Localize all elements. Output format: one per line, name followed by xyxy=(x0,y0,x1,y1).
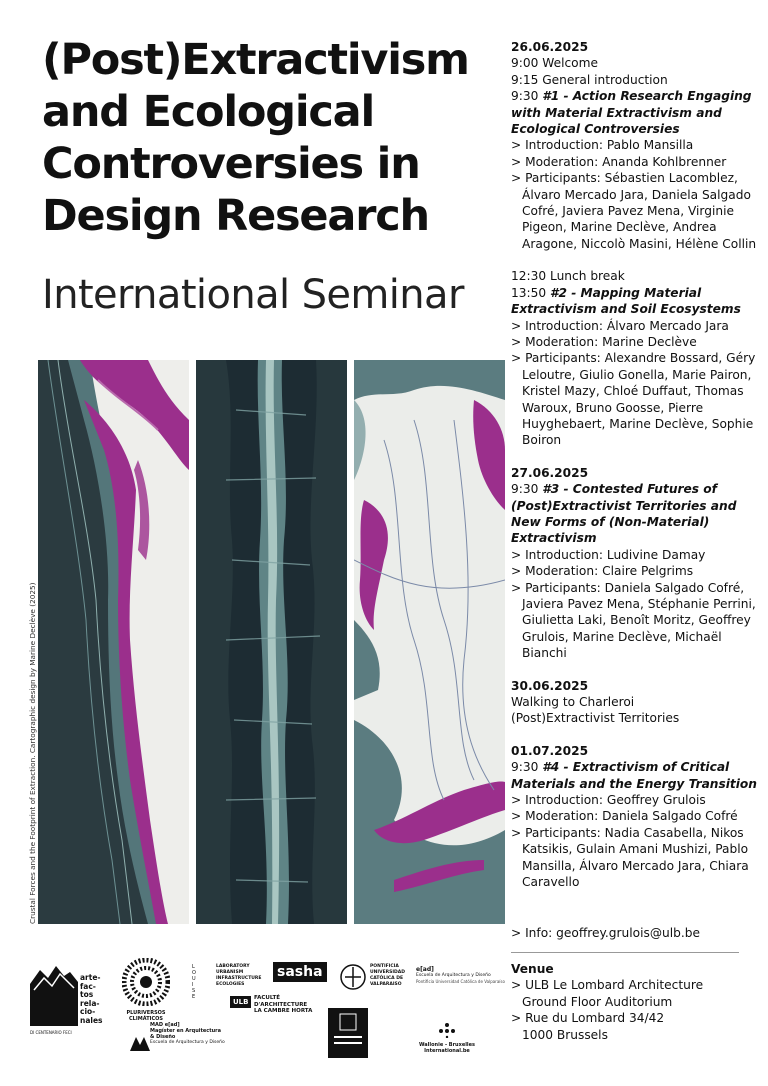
logo-text: Wallonie - Bruxelles xyxy=(418,1042,476,1048)
ministry-emblem-icon xyxy=(328,1008,368,1058)
map-ocean-ridge xyxy=(196,360,347,924)
session-moderation: > Moderation: Daniela Salgado Cofré xyxy=(511,809,738,824)
ministry-logo xyxy=(328,1008,368,1058)
session-time: 13:50 xyxy=(511,285,547,300)
logo-text: Escuela de Arquitectura y Diseño xyxy=(150,1040,225,1045)
day-date: 26.06.2025 xyxy=(511,40,589,54)
session-introduction: > Introduction: Álvaro Mercado Jara xyxy=(511,318,729,333)
program-day xyxy=(511,678,761,727)
program-day xyxy=(511,743,761,891)
session-title: #1 - Action Research Engaging with Material Extractivism and Ecological Controversies xyxy=(511,89,752,137)
program-day xyxy=(511,465,761,662)
map-credit: Crustal Forces and the Footprint of Extraction. Cartographic design by Marine Declève (2025) xyxy=(28,582,37,924)
contact-info: > Info: geoffrey.grulois@ulb.be xyxy=(511,926,700,940)
logo-text: FACULTÉ xyxy=(254,995,280,1001)
session-heading xyxy=(511,88,761,137)
logo-text: CLIMÁTICOS xyxy=(129,1016,163,1022)
venue-line: Ground Floor Auditorium xyxy=(522,994,673,1009)
divider xyxy=(511,952,739,953)
session-time: 9:30 xyxy=(511,482,539,497)
logo-text: CATÓLICA DE xyxy=(370,976,404,981)
session-moderation: > Moderation: Marine Declève xyxy=(511,334,697,349)
logo-text: D'ARCHITECTURE xyxy=(254,1001,308,1008)
day-date: 01.07.2025 xyxy=(511,743,589,758)
logo-text: International.be xyxy=(424,1048,470,1054)
logo-text: URBANISM xyxy=(216,970,244,975)
session-introduction: > Introduction: Geoffrey Grulois xyxy=(511,793,706,808)
session-introduction: > Introduction: Ludivine Damay xyxy=(511,547,706,562)
title-line: (Post)Extractivism xyxy=(42,35,469,85)
wbi-dots-icon xyxy=(436,1022,458,1038)
venue-heading: Venue xyxy=(511,962,554,976)
venue-line: > Rue du Lombard 34/42 xyxy=(511,1011,665,1026)
ead-logo xyxy=(416,966,506,984)
mad-icon xyxy=(130,1036,150,1055)
schedule-item: Walking to Charleroi xyxy=(511,695,635,710)
logo-text: LA CAMBRE HORTA xyxy=(254,1008,313,1014)
day-date: 30.06.2025 xyxy=(511,678,589,693)
venue-line: > ULB Le Lombard Architecture xyxy=(511,978,704,993)
pluriversos-logo xyxy=(118,958,174,1022)
session-heading xyxy=(511,285,761,318)
session-participants: > Participants: Alexandre Bossard, Géry Leloutre, Giulio Gonella, Marie Pairon, Kristel Mazy, Chloé Duffaut, Thomas Waroux, Bruno Goosse, Pierre Huyghebaert, Marine Declève, Sophie Boiron xyxy=(511,351,756,448)
schedule-item: 9:00 Welcome xyxy=(511,56,598,71)
venue-block xyxy=(511,961,761,1043)
partner-logos: arte- fac- tos rela- cio- nales DI CENTENARIO FECI PLURIVERSOS CLIMÁTICOS L O U I S E LABORATORY URBANISM INFRASTRUCTURE ECOLOGIES sasha ULB FACULTÉ D'ARCHITECTURE LA CAMBRE HORTA PONTIFICIA UNIVERSIDAD CATÓLICA DE VALPARAISO e[ad] Escuela de Arquitectura y Diseño Pontificia Universidad Católica de Valparaíso MAD e[ad] Magíster en Arquitectura & Diseño Escuela de Arquitectura y Diseño Wallonie - Bruxelles International.be xyxy=(0,950,505,1086)
session-heading xyxy=(511,759,761,792)
logo-text: rela- xyxy=(80,998,100,1008)
logo-text: arte- xyxy=(80,973,101,982)
logo-text: cio- xyxy=(80,1007,96,1016)
ulb-badge: ULB xyxy=(230,996,251,1008)
venue-line: 1000 Brussels xyxy=(522,1027,608,1042)
map-europe xyxy=(354,360,505,924)
schedule-item: (Post)Extractivist Territories xyxy=(511,711,680,726)
logo-text: PONTIFICIA xyxy=(370,964,399,969)
sasha-logo: sasha xyxy=(273,962,327,982)
session-title: #2 - Mapping Material Extractivism and Soil Ecosystems xyxy=(511,285,741,317)
title-line: and Ecological xyxy=(42,87,375,137)
logo-text: LABORATORY xyxy=(216,964,250,969)
artefactos-logo xyxy=(30,964,103,1035)
program-schedule xyxy=(511,39,761,891)
title-line: Controversies in xyxy=(42,139,420,189)
session-participants: > Participants: Sébastien Lacomblez, Álvaro Mercado Jara, Daniela Salgado Cofré, Javiera Pavez Mena, Virginie Pigeon, Marine Declève, Andrea Aragone, Niccolò Masini, Hélène Collin xyxy=(511,171,757,251)
session-participants: > Participants: Nadia Casabella, Nikos Katsikis, Gulain Amani Mushizi, Pablo Mansilla, Álvaro Mercado Jara, Chiara Caravello xyxy=(511,825,749,890)
crest-icon xyxy=(340,962,366,992)
logo-text: VALPARAISO xyxy=(370,982,402,987)
logo-text: tos xyxy=(80,990,94,999)
session-introduction: > Introduction: Pablo Mansilla xyxy=(511,138,694,153)
session-heading xyxy=(511,481,761,547)
logo-text: INFRASTRUCTURE xyxy=(216,976,262,981)
session-title: #4 - Extractivism of Critical Materials and the Energy Transition xyxy=(511,760,757,791)
program-day xyxy=(511,39,761,449)
mad-logo xyxy=(150,1022,250,1046)
logo-text: Escuela de Arquitectura y Diseño xyxy=(416,973,491,978)
logo-text: fac- xyxy=(80,981,96,991)
logo-text: nales xyxy=(80,1015,103,1025)
schedule-item: 9:15 General introduction xyxy=(511,72,668,87)
poster-title xyxy=(42,34,492,242)
session-moderation: > Moderation: Claire Pelgrims xyxy=(511,564,694,579)
logo-text: Pontificia Universidad Católica de Valparaíso xyxy=(416,979,505,984)
pucv-logo xyxy=(340,962,405,996)
logo-text: PLURIVERSOS xyxy=(126,1010,166,1016)
session-participants: > Participants: Daniela Salgado Cofré, Javiera Pavez Mena, Stéphanie Perrini, Giulietta Laki, Benoît Moritz, Geoffrey Grulois, Marine Declève, Michaël Bianchi xyxy=(511,580,756,661)
pluriversos-icon xyxy=(122,958,170,1006)
schedule-item: 12:30 Lunch break xyxy=(511,269,625,284)
session-title: #3 - Contested Futures of (Post)Extractivist Territories and New Forms of (Non-Material) Extractivism xyxy=(511,482,737,546)
logo-text: Magíster en Arquitectura xyxy=(150,1028,222,1034)
map-triptych xyxy=(0,360,510,924)
logo-text: ECOLOGIES xyxy=(216,982,245,987)
wbi-logo xyxy=(412,1022,482,1054)
session-time: 9:30 xyxy=(511,760,539,775)
title-line: Design Research xyxy=(42,191,429,241)
logo-text: e[ad] xyxy=(416,966,434,973)
day-date: 27.06.2025 xyxy=(511,465,589,480)
logo-text: MAD e[ad] xyxy=(150,1022,180,1028)
logo-text: & Diseño xyxy=(150,1034,176,1040)
logo-text: UNIVERSIDAD xyxy=(370,970,405,975)
logo-text: DI CENTENARIO FECI xyxy=(30,1030,72,1035)
map-andes xyxy=(38,360,189,924)
session-time: 9:30 xyxy=(511,89,539,104)
poster-subtitle: International Seminar xyxy=(42,272,464,318)
session-moderation: > Moderation: Ananda Kohlbrenner xyxy=(511,154,727,169)
